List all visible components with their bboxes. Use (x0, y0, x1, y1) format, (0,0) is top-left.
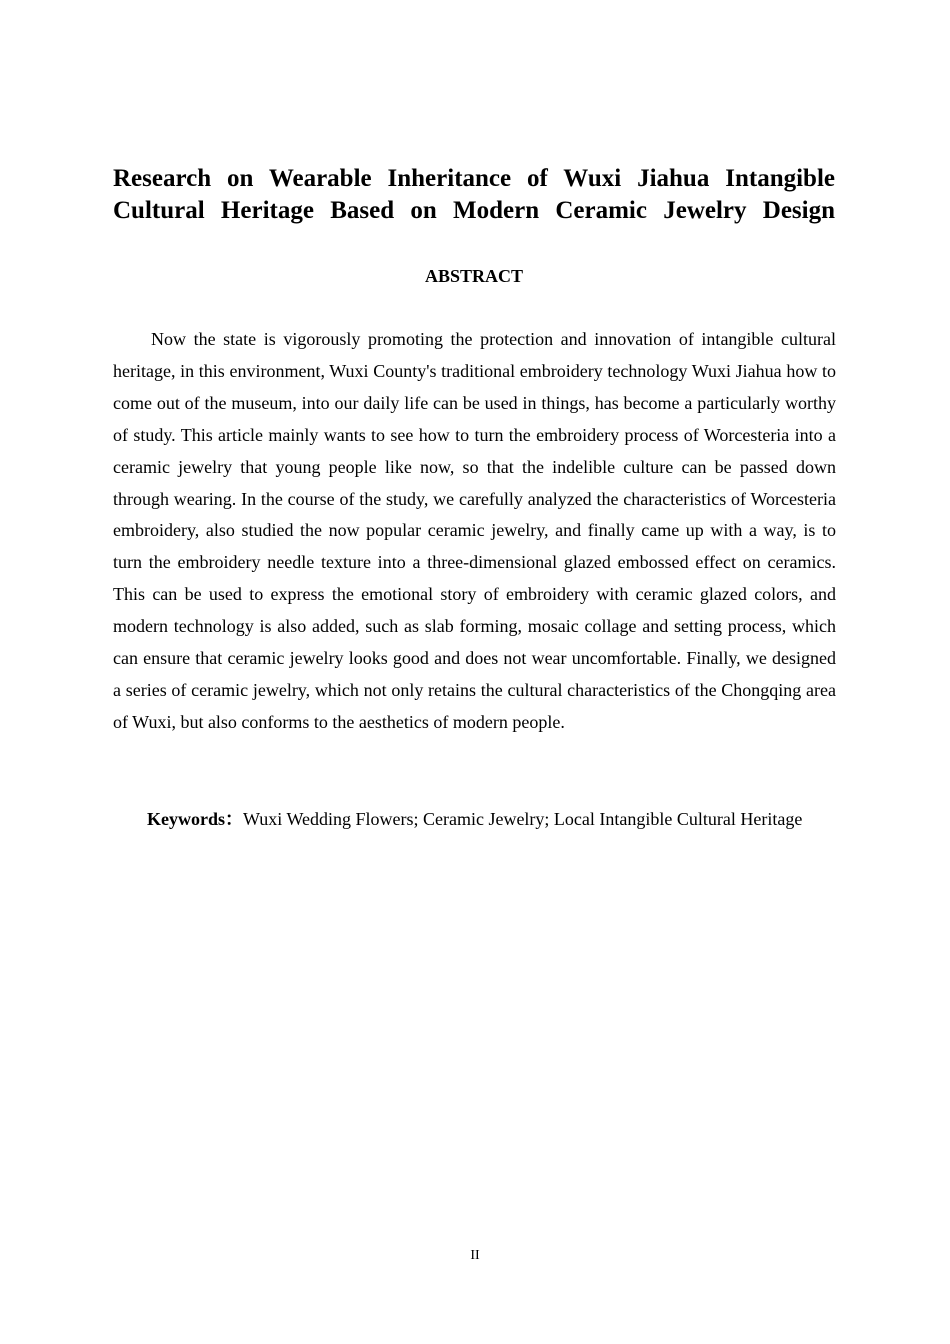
paper-title-line-1: Research on Wearable Inheritance of Wuxi Jiahua Intangible (113, 165, 835, 192)
paper-title (113, 163, 835, 227)
keywords-label: Keywords： (147, 809, 243, 829)
abstract-heading: ABSTRACT (424, 266, 524, 286)
abstract-body: Now the state is vigorously promoting the protection and innovation of intangible cultural heritage, in this environment, Wuxi County's traditional embroidery technology Wuxi Jiahua how to come out of the museum, into our daily life can be used in things, has become a particularly worthy of study. This article mainly wants to see how to turn the embroidery process of Worcesteria into a ceramic jewelry that young people like now, so that the indelible culture can be passed down through wearing. In the course of the study, we carefully analyzed the characteristics of Worcesteria embroidery, also studied the now popular ceramic jewelry, and finally came up with a way, is to turn the embroidery needle texture into a three-dimensional glazed embossed effect on ceramics. This can be used to express the emotional story of embroidery with ceramic glazed colors, and modern technology is also added, such as slab forming, mosaic collage and setting process, which can ensure that ceramic jewelry looks good and does not wear uncomfortable. Finally, we designed a series of ceramic jewelry, which not only retains the cultural characteristics of the Chongqing area of Wuxi, but also conforms to the aesthetics of modern people. (113, 329, 836, 732)
keywords-text: Wuxi Wedding Flowers; Ceramic Jewelry; Local Intangible Cultural Heritage (243, 809, 803, 829)
page-number: II (470, 1248, 480, 1263)
paper-title-line-2: Cultural Heritage Based on Modern Ceramic Jewelry Design (113, 197, 835, 224)
keywords-paragraph (113, 804, 807, 835)
